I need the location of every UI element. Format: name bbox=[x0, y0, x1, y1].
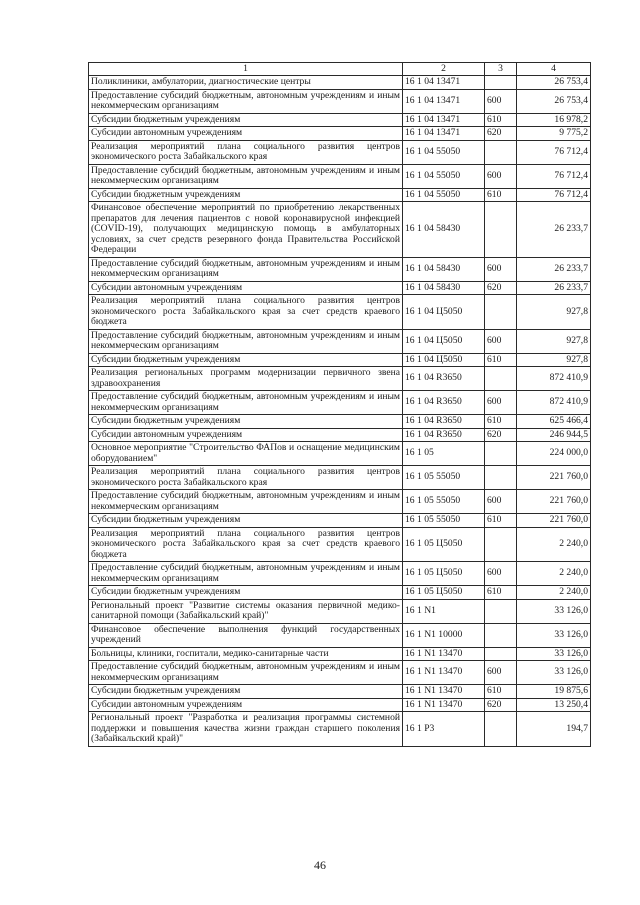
row-type-cell bbox=[485, 442, 517, 466]
row-amount-cell: 76 712,4 bbox=[517, 140, 591, 164]
row-type-cell: 600 bbox=[485, 89, 517, 113]
row-amount-cell: 9 775,2 bbox=[517, 127, 591, 141]
table-row bbox=[89, 89, 591, 113]
row-code-cell: 16 1 05 bbox=[403, 442, 485, 466]
row-type-cell: 600 bbox=[485, 329, 517, 353]
row-type-cell: 620 bbox=[485, 281, 517, 295]
row-type-cell bbox=[485, 527, 517, 562]
row-amount-cell: 13 250,4 bbox=[517, 698, 591, 712]
table-row bbox=[89, 661, 591, 685]
row-code-cell: 16 1 05 Ц5050 bbox=[403, 527, 485, 562]
row-amount-cell: 246 944,5 bbox=[517, 428, 591, 442]
row-code-cell: 16 1 04 58430 bbox=[403, 257, 485, 281]
row-amount-cell: 33 126,0 bbox=[517, 647, 591, 661]
row-type-cell: 620 bbox=[485, 127, 517, 141]
row-amount-cell: 221 760,0 bbox=[517, 466, 591, 490]
table-row bbox=[89, 490, 591, 514]
row-type-cell: 610 bbox=[485, 113, 517, 127]
row-name-cell: Финансовое обеспечение выполнения функций государственных учреждений bbox=[89, 623, 403, 647]
row-code-cell: 16 1 04 Ц5050 bbox=[403, 295, 485, 330]
row-amount-cell: 76 712,4 bbox=[517, 164, 591, 188]
row-name-cell: Субсидии автономным учреждениям bbox=[89, 698, 403, 712]
row-amount-cell: 2 240,0 bbox=[517, 527, 591, 562]
row-name-cell: Региональный проект "Разработка и реализация программы системной поддержки и повышения качества жизни граждан старшего поколения (Забайкальский край)" bbox=[89, 712, 403, 747]
row-code-cell: 16 1 04 R3650 bbox=[403, 428, 485, 442]
table-row bbox=[89, 295, 591, 330]
table-row bbox=[89, 391, 591, 415]
row-code-cell: 16 1 04 13471 bbox=[403, 89, 485, 113]
row-type-cell: 620 bbox=[485, 698, 517, 712]
row-name-cell: Реализация мероприятий плана социального развития центров экономического роста Забайкальского края за счет средств краевого бюджета bbox=[89, 295, 403, 330]
row-code-cell: 16 1 P3 bbox=[403, 712, 485, 747]
row-type-cell: 600 bbox=[485, 257, 517, 281]
row-name-cell: Субсидии бюджетным учреждениям bbox=[89, 415, 403, 429]
row-amount-cell: 927,8 bbox=[517, 295, 591, 330]
row-name-cell: Субсидии бюджетным учреждениям bbox=[89, 353, 403, 367]
row-type-cell: 600 bbox=[485, 661, 517, 685]
row-code-cell: 16 1 04 R3650 bbox=[403, 415, 485, 429]
row-name-cell: Поликлиники, амбулатории, диагностические центры bbox=[89, 76, 403, 90]
row-code-cell: 16 1 04 55050 bbox=[403, 188, 485, 202]
header-col-1: 1 bbox=[89, 63, 403, 76]
row-type-cell bbox=[485, 599, 517, 623]
row-code-cell: 16 1 04 13471 bbox=[403, 113, 485, 127]
table-row bbox=[89, 281, 591, 295]
row-code-cell: 16 1 04 R3650 bbox=[403, 391, 485, 415]
table-row bbox=[89, 257, 591, 281]
table-row bbox=[89, 329, 591, 353]
row-code-cell: 16 1 04 Ц5050 bbox=[403, 353, 485, 367]
row-code-cell: 16 1 N1 10000 bbox=[403, 623, 485, 647]
budget-table bbox=[88, 62, 591, 747]
table-row bbox=[89, 527, 591, 562]
row-amount-cell: 872 410,9 bbox=[517, 367, 591, 391]
table-body bbox=[89, 76, 591, 747]
row-amount-cell: 33 126,0 bbox=[517, 661, 591, 685]
row-code-cell: 16 1 04 13471 bbox=[403, 127, 485, 141]
table-row bbox=[89, 127, 591, 141]
row-type-cell: 610 bbox=[485, 188, 517, 202]
row-name-cell: Субсидии бюджетным учреждениям bbox=[89, 188, 403, 202]
header-col-3: 3 bbox=[485, 63, 517, 76]
row-name-cell: Предоставление субсидий бюджетным, автономным учреждениям и иным некоммерческим организациям bbox=[89, 257, 403, 281]
row-name-cell: Субсидии бюджетным учреждениям bbox=[89, 685, 403, 699]
row-code-cell: 16 1 N1 bbox=[403, 599, 485, 623]
table-row bbox=[89, 466, 591, 490]
table-row bbox=[89, 442, 591, 466]
page-number: 46 bbox=[314, 858, 326, 872]
row-name-cell: Предоставление субсидий бюджетным, автономным учреждениям и иным некоммерческим организациям bbox=[89, 562, 403, 586]
table-row bbox=[89, 202, 591, 258]
table-row bbox=[89, 113, 591, 127]
header-col-4: 4 bbox=[517, 63, 591, 76]
table-row bbox=[89, 164, 591, 188]
row-amount-cell: 927,8 bbox=[517, 353, 591, 367]
row-name-cell: Субсидии бюджетным учреждениям bbox=[89, 586, 403, 600]
row-type-cell: 600 bbox=[485, 391, 517, 415]
row-type-cell bbox=[485, 367, 517, 391]
row-name-cell: Предоставление субсидий бюджетным, автономным учреждениям и иным некоммерческим организациям bbox=[89, 391, 403, 415]
row-name-cell: Реализация мероприятий плана социального развития центров экономического роста Забайкальского края bbox=[89, 466, 403, 490]
row-type-cell: 610 bbox=[485, 415, 517, 429]
row-code-cell: 16 1 04 55050 bbox=[403, 140, 485, 164]
row-type-cell: 600 bbox=[485, 562, 517, 586]
row-amount-cell: 2 240,0 bbox=[517, 562, 591, 586]
row-amount-cell: 26 233,7 bbox=[517, 257, 591, 281]
row-type-cell bbox=[485, 76, 517, 90]
table-row bbox=[89, 685, 591, 699]
row-type-cell bbox=[485, 295, 517, 330]
row-name-cell: Финансовое обеспечение мероприятий по приобретению лекарственных препаратов для лечения пациентов с новой коронавирусной инфекцией (COVID-19), получающих медицинскую помощь в амбулаторных условиях, за счет средств резервного фонда Правительства Российской Федерации bbox=[89, 202, 403, 258]
row-amount-cell: 872 410,9 bbox=[517, 391, 591, 415]
row-code-cell: 16 1 05 55050 bbox=[403, 466, 485, 490]
table-row bbox=[89, 698, 591, 712]
row-code-cell: 16 1 N1 13470 bbox=[403, 685, 485, 699]
row-type-cell bbox=[485, 202, 517, 258]
row-amount-cell: 19 875,6 bbox=[517, 685, 591, 699]
row-amount-cell: 33 126,0 bbox=[517, 623, 591, 647]
row-name-cell: Субсидии бюджетным учреждениям bbox=[89, 113, 403, 127]
row-amount-cell: 16 978,2 bbox=[517, 113, 591, 127]
row-name-cell: Предоставление субсидий бюджетным, автономным учреждениям и иным некоммерческим организациям bbox=[89, 661, 403, 685]
header-row bbox=[89, 63, 591, 76]
table-row bbox=[89, 367, 591, 391]
row-name-cell: Реализация мероприятий плана социального развития центров экономического роста Забайкальского края bbox=[89, 140, 403, 164]
table-row bbox=[89, 562, 591, 586]
row-name-cell: Реализация региональных программ модернизации первичного звена здравоохранения bbox=[89, 367, 403, 391]
row-amount-cell: 224 000,0 bbox=[517, 442, 591, 466]
row-type-cell: 600 bbox=[485, 490, 517, 514]
row-code-cell: 16 1 05 Ц5050 bbox=[403, 586, 485, 600]
row-code-cell: 16 1 04 13471 bbox=[403, 76, 485, 90]
row-type-cell: 600 bbox=[485, 164, 517, 188]
row-code-cell: 16 1 05 55050 bbox=[403, 490, 485, 514]
row-amount-cell: 76 712,4 bbox=[517, 188, 591, 202]
row-amount-cell: 2 240,0 bbox=[517, 586, 591, 600]
row-code-cell: 16 1 05 55050 bbox=[403, 514, 485, 528]
row-name-cell: Предоставление субсидий бюджетным, автономным учреждениям и иным некоммерческим организациям bbox=[89, 89, 403, 113]
row-type-cell: 610 bbox=[485, 514, 517, 528]
row-name-cell: Субсидии бюджетным учреждениям bbox=[89, 514, 403, 528]
row-code-cell: 16 1 04 58430 bbox=[403, 202, 485, 258]
row-code-cell: 16 1 04 Ц5050 bbox=[403, 329, 485, 353]
table-row bbox=[89, 586, 591, 600]
row-name-cell: Предоставление субсидий бюджетным, автономным учреждениям и иным некоммерческим организациям bbox=[89, 164, 403, 188]
row-amount-cell: 26 753,4 bbox=[517, 76, 591, 90]
table-row bbox=[89, 712, 591, 747]
table-row bbox=[89, 599, 591, 623]
table-row bbox=[89, 623, 591, 647]
row-code-cell: 16 1 N1 13470 bbox=[403, 647, 485, 661]
row-name-cell: Предоставление субсидий бюджетным, автономным учреждениям и иным некоммерческим организациям bbox=[89, 490, 403, 514]
table-row bbox=[89, 188, 591, 202]
row-amount-cell: 26 233,7 bbox=[517, 281, 591, 295]
header-col-2: 2 bbox=[403, 63, 485, 76]
row-name-cell: Реализация мероприятий плана социального развития центров экономического роста Забайкальского края за счет средств краевого бюджета bbox=[89, 527, 403, 562]
row-name-cell: Региональный проект "Развитие системы оказания первичной медико-санитарной помощи (Забайкальский край)" bbox=[89, 599, 403, 623]
table-row bbox=[89, 514, 591, 528]
row-code-cell: 16 1 04 R3650 bbox=[403, 367, 485, 391]
row-type-cell bbox=[485, 466, 517, 490]
row-amount-cell: 26 233,7 bbox=[517, 202, 591, 258]
row-name-cell: Субсидии автономным учреждениям bbox=[89, 281, 403, 295]
row-type-cell bbox=[485, 623, 517, 647]
table-row bbox=[89, 140, 591, 164]
row-code-cell: 16 1 04 58430 bbox=[403, 281, 485, 295]
table-row bbox=[89, 428, 591, 442]
row-type-cell bbox=[485, 712, 517, 747]
row-amount-cell: 625 466,4 bbox=[517, 415, 591, 429]
row-code-cell: 16 1 N1 13470 bbox=[403, 698, 485, 712]
row-amount-cell: 221 760,0 bbox=[517, 490, 591, 514]
row-amount-cell: 26 753,4 bbox=[517, 89, 591, 113]
row-code-cell: 16 1 05 Ц5050 bbox=[403, 562, 485, 586]
row-type-cell: 620 bbox=[485, 428, 517, 442]
row-type-cell bbox=[485, 140, 517, 164]
row-amount-cell: 221 760,0 bbox=[517, 514, 591, 528]
row-amount-cell: 33 126,0 bbox=[517, 599, 591, 623]
row-type-cell bbox=[485, 647, 517, 661]
row-amount-cell: 194,7 bbox=[517, 712, 591, 747]
row-name-cell: Субсидии автономным учреждениям bbox=[89, 428, 403, 442]
row-name-cell: Предоставление субсидий бюджетным, автономным учреждениям и иным некоммерческим организациям bbox=[89, 329, 403, 353]
table-header bbox=[89, 63, 591, 76]
table-row bbox=[89, 353, 591, 367]
row-type-cell: 610 bbox=[485, 685, 517, 699]
table-row bbox=[89, 415, 591, 429]
row-name-cell: Субсидии автономным учреждениям bbox=[89, 127, 403, 141]
table-row bbox=[89, 76, 591, 90]
row-type-cell: 610 bbox=[485, 353, 517, 367]
row-type-cell: 610 bbox=[485, 586, 517, 600]
row-amount-cell: 927,8 bbox=[517, 329, 591, 353]
row-code-cell: 16 1 04 55050 bbox=[403, 164, 485, 188]
row-code-cell: 16 1 N1 13470 bbox=[403, 661, 485, 685]
row-name-cell: Основное мероприятие "Строительство ФАПов и оснащение медицинским оборудованием" bbox=[89, 442, 403, 466]
row-name-cell: Больницы, клиники, госпитали, медико-санитарные части bbox=[89, 647, 403, 661]
table-row bbox=[89, 647, 591, 661]
